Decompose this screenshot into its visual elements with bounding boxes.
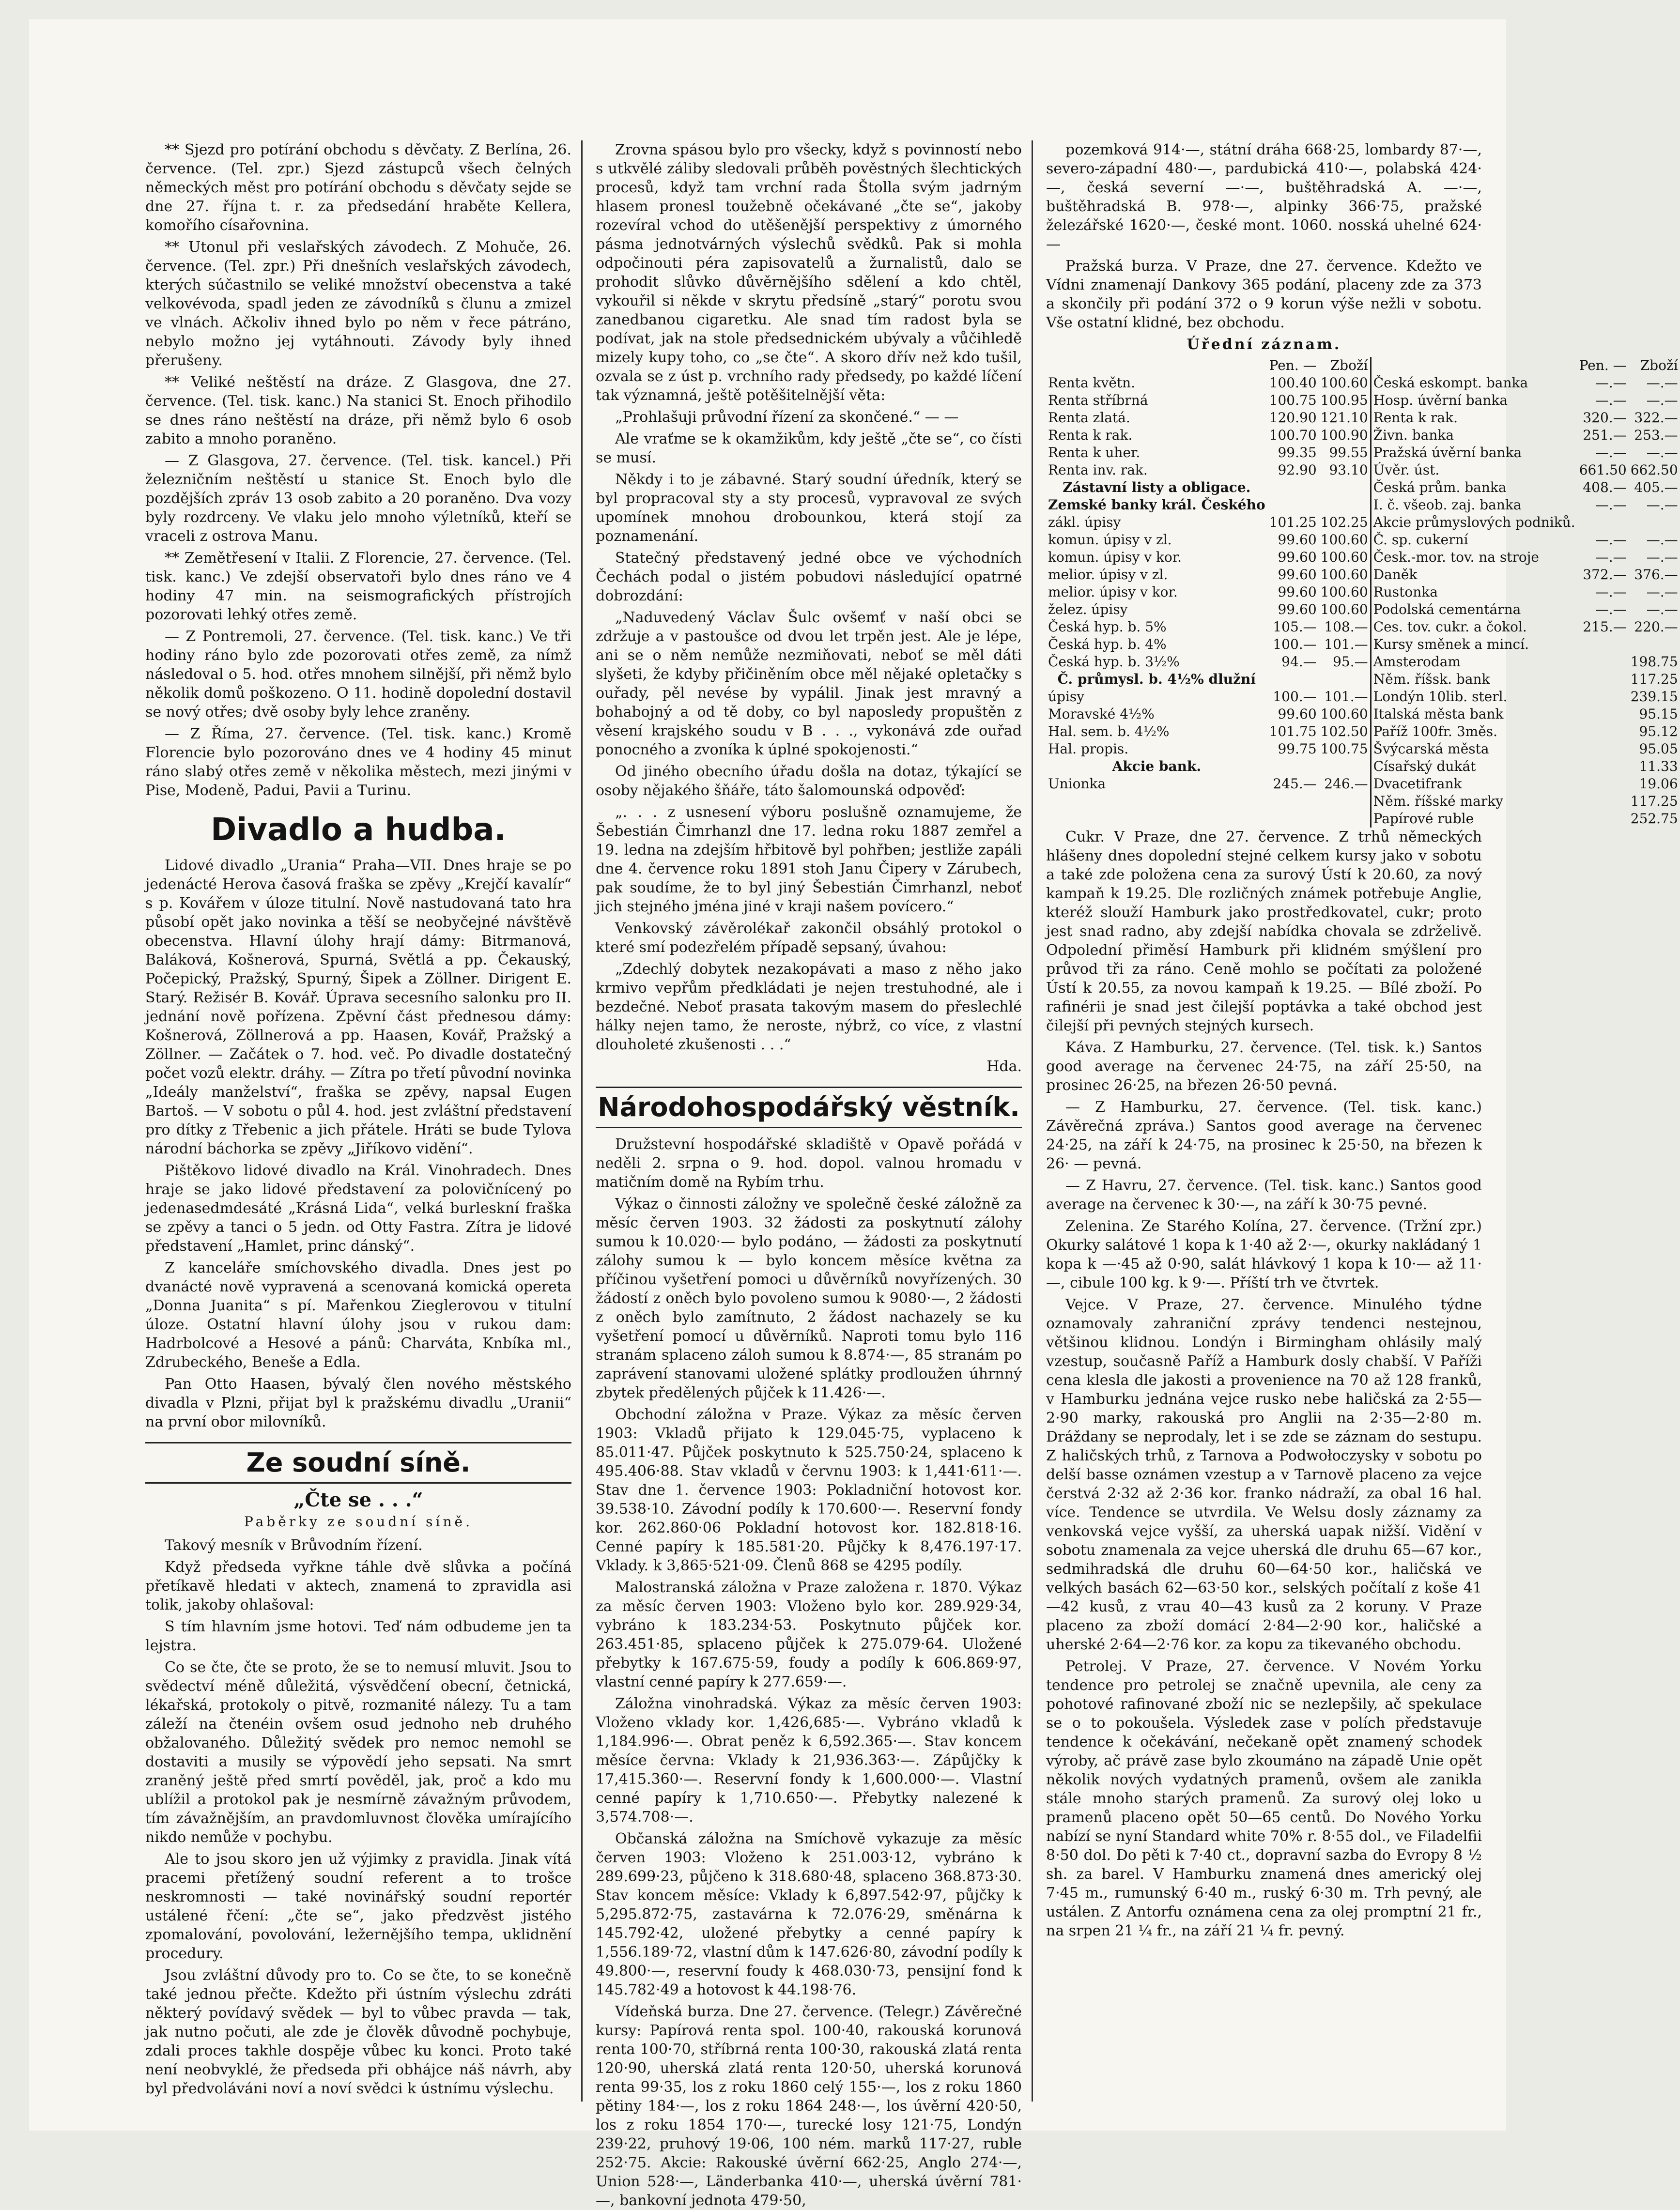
row-value	[1577, 793, 1629, 810]
row-value: 100.95	[1320, 392, 1368, 408]
row-label: Živn. banka	[1371, 427, 1577, 444]
row-value: —.—	[1646, 532, 1678, 548]
row-label: Renta květn.	[1048, 375, 1136, 391]
news-item: — Z Říma, 27. července. (Tel. tisk. kanc.) Kromě Florencie bylo pozorováno dnes ve 4 hodiny 45 minut ráno slabý otřes země v několika městech, mezi jinými v Pise, Modeně, Padui, Pavii a Turinu.	[145, 725, 571, 799]
row-label: Česká hyp. b. 5%	[1048, 619, 1167, 635]
row-value: 101.75	[1269, 723, 1317, 739]
newspaper-page	[29, 19, 1678, 2209]
table-row	[1046, 758, 1680, 775]
row-value: 99.60	[1278, 549, 1317, 565]
market-paragraph: Zelenina. Ze Starého Kolína, 27. července. (Tržní zpr.) Okurky salátové 1 kopa k 1·40 až 2·—, okurky nakládaný 1 kopa k —·45 až 0·90, salát hlávkový 1 kopa k 10·— až 11·—, cibule 100 kg. k 9·—. Příští trh ve čtvrtek.	[1046, 1218, 1482, 1291]
table-row	[1046, 723, 1680, 740]
row-value: —.—	[1646, 392, 1678, 408]
row-label: Renta k rak.	[1048, 427, 1133, 443]
column-header: Zboží	[1330, 357, 1368, 373]
table-row	[1046, 810, 1680, 828]
economy-item: Malostranská záložna v Praze založena r. 1870. Výkaz za měsíc červen 1903: Vloženo bylo kor. 289.929·34, vybráno k 183.234·53. Poskytnuto půjček kor. 263.451·85, splaceno půjček k 275.079·64. Uložené přebytky k 167.675·59, foudy a podíly k 606.869·97, vlastní cenné papíry k 277.659·—.	[596, 1579, 1022, 1690]
article-paragraph: Zrovna spásou bylo pro všecky, když s povinností nebo s utkvělé záliby sledovali průběh pověstných šlechtických procesů, když tam vrchní rada Štolla svým jadrným hlasem pronesl toužebně očekávané „čte se“, jakoby rozevíral vchod do utěšenější perspektivy z úmorného pásma jednotvárných výslechů svědků. Pak si mohla odpočinouti péra zapisovatelů a žurnalistů, dalo se prohodit slůvko důvěrnějšího sdělení a kdo chtěl, vykouřil si někde v skrytu předsíně „starý“ porotu svou zanedbanou cigaretku. Ale snad tím radost byla se podívat, jak na stole předsednickém ubývaly a vůčihledě mizely kupy toho, co „se čte“. A skoro dřív než kdo tušil, ozvala se z úst p. vrchního rady předsedy, po každé líčení tak významná, ještě potěšitelnější věta:	[596, 141, 1022, 404]
article-subtitle: Paběrky ze soudní síně.	[244, 1514, 473, 1530]
row-value: 105.—	[1273, 619, 1317, 635]
row-value	[1629, 514, 1680, 531]
table-row	[1046, 531, 1680, 549]
row-label: Hal. propis.	[1048, 741, 1129, 757]
row-value: 99.60	[1278, 706, 1317, 722]
row-value: 117.25	[1630, 793, 1678, 809]
row-value: 95.—	[1333, 654, 1368, 670]
row-label: Akcie průmyslových podniků.	[1371, 514, 1577, 531]
row-value: 220.—	[1634, 619, 1678, 635]
news-item: ** Veliké neštěstí na dráze. Z Glasgova, dne 27. července. (Tel. tisk. kanc.) Na stanici St. Enoch přihodilo se dnes ráno neštěstí na dráze, při němž bylo 6 osob zabito a mnoho poraněno.	[145, 374, 571, 447]
article-paragraph: Někdy i to je zábavné. Starý soudní úředník, který se byl propracoval sty a sty procesů, vypravoval ze svých upomínek mnohou drobounkou, která stojí za poznamenání.	[596, 471, 1022, 545]
news-item: — Z Glasgova, 27. července. (Tel. tisk. kancel.) Při železničním neštěstí u stanice St. Enoch bylo dle pozdějších zpráv 13 osob zabito a 20 poraněno. Dva vozy byly rozdrceny. Ve vlaku jelo mnoho výletníků, kteří se vraceli z ostrova Manu.	[145, 452, 571, 545]
row-label: Česká hyp. b. 3½%	[1048, 654, 1180, 670]
row-value: 95.05	[1639, 741, 1678, 757]
article-paragraph: „Naduvedený Václav Šulc ovšemť v naší obci se zdržuje a v pastoušce od dvou let trpěn jest. Ale je lépe, ani se o něm nemůže nezmiňovati, neboť se měl dáti slyšeti, že kdyby přičiněním obce měl nějaké opletačky s ouřady, pěl nevése by vypálil. Jinak jest mravný a bohabojný a od tě doby, co byl naposledy propuštěn z věsení krajského soudu v B . . ., vykonává zde ouřad ponocného a zvoníka k úplné spokojenosti.“	[596, 609, 1022, 758]
theatre-item: Pan Otto Haasen, bývalý člen nového městského divadla v Plzni, přijat byl k pražskému divadlu „Uranii“ na první obor milovníků.	[145, 1376, 571, 1430]
row-value	[1319, 758, 1371, 775]
table-row	[1046, 688, 1680, 706]
column-2	[596, 140, 1022, 2209]
row-label: Londýn 10lib. sterl.	[1371, 688, 1577, 706]
row-label: Renta inv. rak.	[1048, 462, 1148, 478]
row-value: 101.—	[1324, 636, 1368, 652]
theatre-item: Z kanceláře smíchovského divadla. Dnes jest po dvanácté nově vypravená a scenovaná komická opereta „Donna Juanita“ s pí. Mařenkou Zieglerovou v titulní úloze. Ostatní hlavní úlohy jsou v rukou dam: Hadrbolcové a Hesové a pánů: Charváta, Knbíka ml., Zdrubeckého, Beneše a Edla.	[145, 1259, 571, 1371]
row-value: 239.15	[1630, 689, 1678, 705]
row-label: Česká hyp. b. 4%	[1048, 636, 1167, 652]
row-label: Unionka	[1048, 776, 1106, 792]
row-label: zákl. úpisy	[1048, 514, 1121, 530]
row-value	[1319, 479, 1371, 496]
row-label: Ces. tov. cukr. a čokol.	[1371, 618, 1577, 636]
row-label: Paříž 100fr. 3měs.	[1371, 723, 1577, 740]
table-row	[1046, 618, 1680, 636]
row-value: 92.90	[1278, 462, 1317, 478]
row-value: 102.50	[1320, 723, 1368, 739]
row-label: Česk.-mor. tov. na stroje	[1371, 549, 1577, 566]
table-row	[1046, 549, 1680, 566]
row-value: 100.60	[1320, 532, 1368, 548]
news-item: ** Utonul při veslařských závodech. Z Mohuče, 26. července. (Tel. zpr.) Při dnešních veslařských závodech, kterých súčastnilo se veliké množství obecenstva a také velkovévoda, spadl jeden ze závodníků s člunu a zmizel ve vlnách. Ačkoliv ihned bylo po něm v řece pátráno, nebylo možno jej vytáhnouti. Závody byly ihned přerušeny.	[145, 239, 571, 369]
row-value	[1577, 758, 1629, 775]
row-value: 662.50	[1630, 462, 1678, 478]
row-value: 100.60	[1320, 375, 1368, 391]
row-value: 405.—	[1634, 479, 1678, 495]
row-label: Č. sp. cukerní	[1371, 531, 1577, 549]
market-paragraph: — Z Havru, 27. července. (Tel. tisk. kanc.) Santos good average na červenec k 30·—, na září k 30·75 pevné.	[1046, 1177, 1482, 1213]
news-list	[145, 140, 571, 800]
row-label: Č. průmysl. b. 4½% dlužní	[1057, 671, 1256, 687]
row-value: 99.35	[1278, 445, 1317, 460]
row-label: Pražská úvěrní banka	[1371, 444, 1577, 461]
row-label: melior. úpisy v zl.	[1048, 567, 1168, 583]
row-value	[1577, 775, 1629, 793]
row-label: Hosp. úvěrní banka	[1371, 392, 1577, 409]
row-value: 11.33	[1639, 758, 1678, 774]
row-value: 100.60	[1320, 567, 1368, 583]
row-value: —.—	[1595, 549, 1627, 565]
column-header: Zboží	[1640, 357, 1678, 373]
market-paragraph: Pražská burza. V Praze, dne 27. července. Kdežto ve Vídni znamenají Dankovy 365 podání, placeny zde za 373 a skončily při podání 372 o 9 korun výše nežli v sobotu. Vše ostatní klidné, bez obchodu.	[1046, 258, 1482, 331]
news-item: ** Zemětřesení v Italii. Z Florencie, 27. července. (Tel. tisk. kanc.) Ve zdejší observatoři bylo dnes ráno ve 4 hodiny 47 min. na seismografických přístrojích pozorovati lehký otřes země.	[145, 550, 571, 623]
row-value: 95.12	[1639, 723, 1678, 739]
row-value: —.—	[1595, 601, 1627, 617]
row-value: —.—	[1595, 532, 1627, 548]
table-row	[1046, 636, 1680, 653]
article-paragraph: Takový mesník v Brůvodním řízení.	[165, 1537, 423, 1554]
section-heading-narod: Národohospodářský věstník.	[596, 1087, 1022, 1128]
row-value: 93.10	[1329, 462, 1368, 478]
row-value: 245.—	[1273, 776, 1317, 792]
table-row	[1046, 740, 1680, 758]
row-value: 100.60	[1320, 601, 1368, 617]
row-value	[1577, 636, 1629, 653]
row-label: komun. úpisy v kor.	[1048, 549, 1182, 565]
price-table	[1046, 357, 1680, 828]
row-label: Něm. říšské marky	[1371, 793, 1577, 810]
row-value: 215.—	[1583, 619, 1627, 635]
row-label: Rustonka	[1371, 583, 1577, 601]
row-value: 661.50	[1579, 462, 1627, 478]
row-value: —.—	[1595, 584, 1627, 600]
column-divider	[581, 140, 583, 2102]
row-label: želez. úpisy	[1048, 601, 1128, 617]
article-signature: Hda.	[986, 1058, 1022, 1075]
article-paragraph: Ale vraťme se k okamžikům, kdy ještě „čte se“, co čísti se musí.	[596, 430, 1022, 466]
table-row	[1046, 374, 1680, 392]
table-title: Úřední záznam.	[1187, 336, 1341, 353]
table-row	[1046, 653, 1680, 671]
row-value: 19.06	[1639, 776, 1678, 792]
row-value: 100.60	[1320, 584, 1368, 600]
economy-item: Družstevní hospodářské skladiště v Opavě pořádá v neděli 2. srpna o 9. hod. dopol. valnou hromadu v matičním domě na Rybím trhu.	[596, 1136, 1022, 1191]
theatre-item: Lidové divadlo „Urania“ Praha—VII. Dnes hraje se po jedenácté Herova časová fraška se zpěvy „Krejčí kavalír“ s p. Kovářem v úloze titulní. Nově nastudovaná tato hra působí opět jako novinka a těší se neobyčejné návštěvě obecenstva. Hlavní úlohy hrají dámy: Bitrmanová, Baláková, Košnerová, Spurná, Světlá a pp. Čekauský, Počepický, Pražský, Spurný, Šipek a Zöllner. Dirigent E. Starý. Režisér B. Kovář. Úprava secesního salonku pro II. jednání nově pořízena. Zpěvní část přednesou dámy: Košnerová, Zöllnerová a pp. Haasen, Kovář, Pražský a Zöllner. — Začátek o 7. hod. več. Po divadle dostatečný počet vozů elektr. dráhy. — Zítra po třetí původní novinka „Ideály manželství“, fraška se zpěvy, napsal Eugen Bartoš. — V sobotu o půl 4. hod. jest zvláštní představení pro dítky z Třebenic a jich přátele. Hráti se bude Tylova národní báchorka se zpěvy „Jiříkovo vidění“.	[145, 857, 571, 1157]
row-value: 408.—	[1583, 479, 1627, 495]
theatre-item: Pištěkovo lidové divadlo na Král. Vinohradech. Dnes hraje se jako lidové představení za polovičnícený po jedenasedmdesáté „Krásná Lida“, velká burleskní fraška se zpěvy a tanci o 5 jedn. od Otty Fastra. Zítra je lidové představení „Hamlet, princ dánský“.	[145, 1162, 571, 1255]
row-label: Renta zlatá.	[1048, 410, 1130, 426]
row-value: —.—	[1595, 375, 1627, 391]
section-heading-soud: Ze soudní síně.	[145, 1442, 571, 1484]
row-value	[1267, 479, 1319, 496]
market-paragraph: Petrolej. V Praze, 27. července. V Novém Yorku tendence pro petrolej se značně upevnila, ale ceny za pohotové rafinované zboží nic se nezlepšily, ač spekulace se o to pokoušela. Výsledek zase v polích představuje tendence k očekávání, nečekaně opět znamený schodek výroby, ač právě zase bylo zkoumáno na západě Unie opět několik nových vydatných pramenů, ovšem ale zanikla stále mnoho starých pramenů. Za surový olej loko u pramenů placeno opět 50—65 centů. Do Nového Yorku nabízí se nyní Standard white 70% r. 8·55 dol., ve Filadelfii 8·50 dol. Do pěti k 7·40 ct., dopravní sazba do Evropy 8 ½ sh. za barel. V Hamburku znamená dnes americký olej 7·45 m., rumunský 6·40 m., ruský 6·30 m. Trh pevný, ale ustálen. Z Antorfu oznámena cena za olej promptní 21 fr., na srpen 21 ¼ fr., na září 21 ¼ fr. pevný.	[1046, 1658, 1482, 1939]
row-label: Hal. sem. b. 4½%	[1048, 723, 1170, 739]
row-label: Podolská cementárna	[1371, 601, 1577, 618]
row-value: 100.40	[1269, 375, 1317, 391]
row-label: Renta stříbrná	[1048, 392, 1148, 408]
row-label: Moravské 4½%	[1048, 706, 1155, 722]
economy-item: Záložna vinohradská. Výkaz za měsíc červen 1903: Vloženo vklady kor. 1,426,685·—. Vybráno vkladů k 1,184.996·—. Obrat peněz k 6,592.365·—. Stav koncem měsíce června: Vklady k 21,936.363·—. Zápůjčky k 17,415.360·—. Reservní fondy k 1,600.000·—. Vlastní cenné papíry k 1,710.650·—. Přebytky nalezené k 3,574.708·—.	[596, 1695, 1022, 1826]
row-value: 372.—	[1583, 567, 1627, 583]
table-row	[1046, 775, 1680, 793]
column-3	[1046, 140, 1678, 2102]
row-value: 322.—	[1634, 410, 1678, 426]
row-value: 99.75	[1278, 741, 1317, 757]
article-paragraph: Co se čte, čte se proto, že se to nemusí mluvit. Jsou to svědectví méně důležitá, výsvědčení obecní, četnická, lékařská, protokoly o pitvě, rozmanité nálezy. Tu a tam záleží na čtenéin ovšem osud jednoho neb druhého obžalovaného. Důležitý svědek pro nemoc nemohl se dostaviti a musily se výpovědí jeho sepsati. Na smrt zraněný ještě před smrtí pověděl, jak, proč a kdo mu ublížil a protokol pak je nesmírně závažným průvodem, tím závažnějším, an pravdomluvnost člověka umírajícího nikdo nemůže v pochybu.	[145, 1659, 571, 1846]
row-value	[1267, 671, 1319, 688]
table-row	[1046, 496, 1680, 514]
table-row	[1046, 427, 1680, 444]
row-value	[1267, 496, 1319, 514]
economy-item: Vídeňská burza. Dne 27. července. (Telegr.) Závěrečné kursy: Papírová renta spol. 100·40, rakouská korunová renta 100·70, stříbrná renta 100·30, rakouská zlatá renta 120·90, uherská zlatá renta 120·50, uherská korunová renta 99·35, los z roku 1860 celý 155·—, los z roku 1860 pětiny 184·—, los z roku 1864 248·—, los úvěrní 420·50, los z roku 1854 170·—, turecké losy 121·75, Londýn 239·22, pruhový 19·06, 100 ném. marků 117·27, ruble 252·75. Akcie: Rakouské úvěrní 662·25, Anglo 274·—, Union 528·—, Länderbanka 410·—, uherská úvěrní 781·—, bankovní jednota 479·50,	[596, 2003, 1022, 2209]
row-label: Amsterodam	[1371, 653, 1577, 671]
article-paragraph: „Prohlašuji průvodní řízení za skončené.“ — —	[615, 409, 959, 426]
row-value	[1577, 740, 1629, 758]
row-value: 100.75	[1269, 392, 1317, 408]
row-label: Císařský dukát	[1371, 758, 1577, 775]
row-value	[1577, 653, 1629, 671]
row-label: Švýcarská města	[1371, 740, 1577, 758]
market-paragraph: — Z Hamburku, 27. července. (Tel. tisk. kanc.) Závěrečná zpráva.) Santos good average na červenec 24·25, na září k 24·75, na prosinec k 25·50, na březen k 26· — pevná.	[1046, 1099, 1482, 1172]
table-row	[1046, 583, 1680, 601]
table-row	[1046, 793, 1680, 810]
table-row	[1046, 601, 1680, 618]
row-value: —.—	[1595, 392, 1627, 408]
article-paragraph: Ale to jsou skoro jen už výjimky z pravidla. Jinak vítá pracemi přetížený soudní referent a to trošce neskromnosti — také novinářský soudní reportér ustálené řčení: „čte se“, jako předzvěst jistého zpomalování, povolování, ležernějšího tempa, uklidnění procedury.	[145, 1851, 571, 1962]
row-value	[1577, 514, 1629, 531]
row-label: Daněk	[1371, 566, 1577, 583]
table-row	[1046, 566, 1680, 583]
row-value: 100.60	[1320, 706, 1368, 722]
row-value: 246.—	[1324, 776, 1368, 792]
row-value	[1319, 496, 1371, 514]
market-paragraph: pozemková 914·—, státní dráha 668·25, lombardy 87·—, severo-západní 480·—, pardubická 410·—, polabská 424·—, česká severní —·—, buštěhradská A. —·—, buštěhradská B. 978·—, alpinky 366·75, pražské železářské 1620·—, české mont. 1060. nosská uhelné 624·—	[1046, 141, 1482, 253]
row-label: Úvěr. úst.	[1371, 461, 1577, 479]
table-row	[1046, 479, 1680, 496]
row-label: Renta k uher.	[1048, 445, 1141, 460]
row-value: 100.—	[1273, 636, 1317, 652]
row-value: 121.10	[1320, 410, 1368, 426]
row-value	[1577, 671, 1629, 688]
row-value: —.—	[1595, 497, 1627, 513]
row-label: Akcie bank.	[1112, 758, 1202, 774]
economy-item: Občanská záložna na Smíchově vykazuje za měsíc červen 1903: Vloženo k 251.003·12, vybráno k 289.699·23, půjčeno k 318.680·48, splaceno 368.873·30. Stav koncem měsíce: Vklady k 6,897.542·97, půjčky k 5,295.872·75, zastavárna k 72.076·29, směnárna k 145.792·42, uložené přebytky a cenné papíry k 1,556.189·72, vlastní dům k 147.626·80, závodní podíly k 49.800·—, reservní foudy k 468.030·73, pensijní fond k 145.782·49 a hotovost k 44.198·76.	[596, 1830, 1022, 1998]
row-value: 376.—	[1634, 567, 1678, 583]
row-value: —.—	[1646, 375, 1678, 391]
article-paragraph: „. . . z usnesení výboru poslušně oznamujeme, že Šebestián Čimrhanzl dne 17. ledna roku 1887 zemřel a 19. ledna na zdejším hřbitově byl pohřben; jestliže zapáli dne 4. července roku 1891 stoh Janu Čipery v Zárubech, pak soudíme, že to byl jiný Šebestián Čimrhanzl, neboť jich stejného jména jiné v kraji našem povícero.“	[596, 804, 1022, 915]
row-value: 95.15	[1639, 706, 1678, 722]
row-label: I. č. všeob. zaj. banka	[1371, 496, 1577, 514]
table-row	[1046, 461, 1680, 479]
row-value: 100.60	[1320, 549, 1368, 565]
row-label: Renta k rak.	[1371, 409, 1577, 427]
row-value: 108.—	[1324, 619, 1368, 635]
row-value: 100.70	[1269, 427, 1317, 443]
news-item: ** Sjezd pro potírání obchodu s děvčaty. Z Berlína, 26. července. (Tel. zpr.) Sjezd zástupců všech čelných německých měst pro potírání obchodu s děvčaty sejde se dne 27. října t. r. za předsedání hraběte Kellera, komořího císařovnina.	[145, 141, 571, 234]
table-row	[1046, 706, 1680, 723]
row-label: Papírové ruble	[1371, 810, 1577, 828]
row-value: 101.—	[1324, 689, 1368, 705]
row-value: 101.25	[1269, 514, 1317, 530]
row-value: —.—	[1646, 497, 1678, 513]
table-row	[1046, 409, 1680, 427]
row-value: 100.—	[1273, 689, 1317, 705]
row-value: 100.90	[1320, 427, 1368, 443]
row-value: 99.60	[1278, 532, 1317, 548]
row-value: —.—	[1646, 584, 1678, 600]
row-value: 253.—	[1634, 427, 1678, 443]
table-row	[1046, 671, 1680, 688]
row-value: —.—	[1595, 445, 1627, 460]
row-label: Zástavní listy a obligace.	[1063, 479, 1251, 495]
row-value: —.—	[1646, 601, 1678, 617]
row-value: 320.—	[1583, 410, 1627, 426]
row-value: 198.75	[1630, 654, 1678, 670]
row-value: 120.90	[1269, 410, 1317, 426]
row-value: 252.75	[1630, 811, 1678, 827]
row-value	[1577, 810, 1629, 828]
row-value: 100.75	[1320, 741, 1368, 757]
news-item: — Z Pontremoli, 27. července. (Tel. tisk. kanc.) Ve tři hodiny ráno bylo zde pozorovati otřes země, za nímž následoval o 5. hod. otřes mnohem silnější, při němž bylo několik domů poškozeno. O 11. hodině dopolední dostavil se nový otřes; dvě osoby byly lehce zraněny.	[145, 628, 571, 721]
column-divider	[1032, 140, 1033, 2102]
row-label: melior. úpisy v kor.	[1048, 584, 1178, 600]
row-value	[1629, 636, 1680, 653]
article-paragraph: Statečný představený jedné obce ve východních Čechách podal o jistém pobudovi následující opatrné dobrozdání:	[596, 550, 1022, 604]
market-paragraph: Cukr. V Praze, dne 27. července. Z trhů německých hlášeny dnes dopolední stejné celkem kursy jako v sobotu a také zde položena cena za surový Ústí k 20.60, za nový kampaň k 19.25. Dle rozličných známek potřebuje Anglie, kteréž slouží Hamburk jako prostředkovatel, cukr; proto jest snad radno, aby zdejší nabídka chovala se zdrželivě. Odpolední přiměsí Hamburk při klidném smýšlení pro průvod tři za ráno. Ceně mohlo se počítati za položené Ústí k 20.55, za novou kampaň k 19.25. — Bílé zboží. Po rafinérii je snad jest čilejší poptávka a také obchod jest čilejší při pevných stejných kursech.	[1046, 829, 1482, 1034]
row-value: 99.60	[1278, 567, 1317, 583]
row-value: —.—	[1646, 445, 1678, 460]
table-row	[1046, 392, 1680, 409]
row-value: 94.—	[1281, 654, 1317, 670]
row-value	[1577, 688, 1629, 706]
table-header-row	[1046, 357, 1680, 374]
row-value: 117.25	[1630, 671, 1678, 687]
article-paragraph: S tím hlavním jsme hotovi. Teď nám odbudeme jen ta lejstra.	[145, 1618, 571, 1654]
row-label: úpisy	[1048, 689, 1085, 705]
column-1	[145, 140, 571, 2102]
row-value	[1267, 758, 1319, 775]
row-label: Kursy směnek a mincí.	[1371, 636, 1577, 653]
article-title: „Čte se . . .“	[293, 1489, 423, 1511]
article-paragraph: Od jiného obecního úřadu došla na dotaz, týkající se osoby nějakého šňáře, táto šalomounská odpověď:	[596, 763, 1022, 799]
row-value	[1319, 671, 1371, 688]
market-paragraph: Vejce. V Praze, 27. července. Minulého týdne oznamovaly zahraniční zprávy tendenci nestejnou, většinou klidnou. Londýn i Birmingham ohlásily malý vzestup, současně Paříž a Hamburk dosly chabší. V Paříži cena klesla dle jakosti a provenience na 70 až 128 franků, v Hamburku jednána vejce rusko nebe haličská za 2·55—2·90 marky, rakouská pro Anglii na 2·35—2·80 m. Dráždany se neprodaly, let i se zde se záznam do sestupu. Z haličských trhů, z Tarnova a Podwołoczysky v sobotu po delší basse oznámen vzestup a v Tarnově placeno za vejce čerstvá 2·32 až 2·36 kor. franko nádraží, za obal 16 hal. více. Tendence se utvrdila. Ve Welsu dosly záznamy za venkovská vejce vyšší, za uherská uapak nižší. Vidění v sobotu znamenala za vejce uherská dle druhu 65—67 kor., sedmihradská dle druhu 60—64·50 kor., haličská ve velkých basách 62—63·50 kor., selských počítalí z koše 41—42 kusů, z vrau 40—43 kusů za 2 koruny. V Praze placeno za zboží domácí 2·84—2·90 kor., haličské a uherské 2·64—2·76 kor. za kopu za tikevaného obchodu.	[1046, 1296, 1482, 1653]
table-row	[1046, 444, 1680, 461]
column-header: Pen. —	[1579, 357, 1627, 373]
row-value: 99.60	[1278, 601, 1317, 617]
price-table-body	[1046, 374, 1680, 828]
row-value: 102.25	[1320, 514, 1368, 530]
table-row	[1046, 514, 1680, 531]
row-label: Česká prům. banka	[1371, 479, 1577, 496]
row-value	[1577, 723, 1629, 740]
row-label: Italská města bank	[1371, 706, 1577, 723]
row-label: Dvacetifrank	[1371, 775, 1577, 793]
article-paragraph: Venkovský závěrolékař zakončil obsáhlý protokol o které smí podezřelém případě sepsaný, úvahou:	[596, 920, 1022, 956]
row-value: 251.—	[1583, 427, 1627, 443]
row-label: Zemské banky král. Českého	[1048, 497, 1265, 513]
article-paragraph: Když předseda vyřkne táhle dvě slůvka a počíná přetíkavě hledati v aktech, znamená to zpravidla asi tolik, jakoby ohlašoval:	[145, 1559, 571, 1613]
row-value: 99.60	[1278, 584, 1317, 600]
row-label: Něm. říšsk. bank	[1371, 671, 1577, 688]
market-paragraph: Káva. Z Hamburku, 27. července. (Tel. tisk. k.) Santos good average na červenec 24·75, na září 25·50, na prosinec 26·25, na březen 26·50 pevná.	[1046, 1039, 1482, 1094]
article-paragraph: Jsou zvláštní důvody pro to. Co se čte, to se konečně také jednou přečte. Kdežto při ústním výslechu zdráti některý povídavý svědek — byl to vůbec pravda — tak, jak nutno počuti, ale zde je člověk důvodně pochybuje, zdali proces takhle dospěje vůbec ku konci. Proto také není neobvyklé, že předseda při obhájce náš návrh, aby byl předvoláváni noví a noví svědci k ústnímu výslechu.	[145, 1967, 571, 2097]
row-value: —.—	[1646, 549, 1678, 565]
economy-item: Obchodní záložna v Praze. Výkaz za měsíc červen 1903: Vkladů přijato k 129.045·75, vyplaceno k 85.011·47. Půjček poskytnuto k 525.750·24, splaceno k 495.406·88. Stav vkladů v červnu 1903: k 1,441·611·—. Stav dne 1. července 1903: Pokladniční hotovost kor. 39.538·10. Závodní podíly k 170.600·—. Reservní fondy kor. 262.860·06 Pokladní hotovost kor. 182.818·16. Cenné papíry k 185.581·20. Půjčky k 8,476.197·17. Vklady. k 3,865·521·09. Členů 868 se 4295 podíly.	[596, 1406, 1022, 1574]
economy-item: Výkaz o činnosti záložny ve společně české záložně za měsíc červen 1903. 32 žádosti za poskytnutí zálohy sumou k 10.020·— bylo podáno, — žádosti za poskytnutí zálohy sumou k — bylo koncem měsíce května za příčinou vyšetření pomoci u důvěrníků novyřízených. 30 žádostí z oněch bylo povoleno sumou k 9080·—, 2 žádosti z oněch bylo zamítnuto, 2 žádost nachazely se ku vyšetření pomocí u důvěrníků. Naproti tomu bylo 116 stranám splaceno záloh sumou k 8.874·—, 85 stranám po zaprávení stanovami uložené splátky prodloužen úhrnný zbytek předělených půjček k 11.426·—.	[596, 1196, 1022, 1401]
article-paragraph: „Zdechlý dobytek nezakopávati a maso z něho jako krmivo vepřům předkládati je nejen trestuhodné, ale i bezdečné. Neboť prasata takovým masem do přeslechlé hálky nejen tamo, že neroste, nýbrž, co více, z vlastní dlouholeté zkušenosti . . .“	[596, 961, 1022, 1053]
row-label: Česká eskompt. banka	[1371, 374, 1577, 392]
column-header: Pen. —	[1269, 357, 1317, 373]
row-label: komun. úpisy v zl.	[1048, 532, 1172, 548]
section-heading-divadlo: Divadlo a hudba.	[211, 812, 506, 848]
row-value	[1577, 706, 1629, 723]
row-value: 99.55	[1329, 445, 1368, 460]
